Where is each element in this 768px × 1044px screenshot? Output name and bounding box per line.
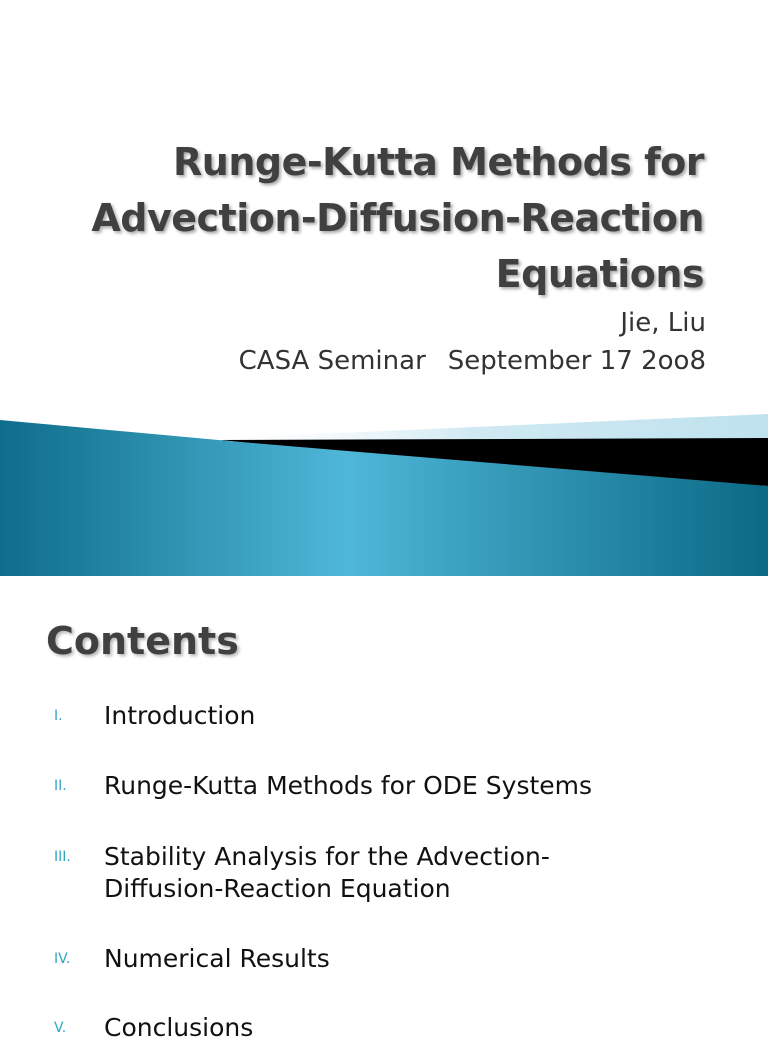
presentation-title	[91, 134, 704, 302]
title-line: Runge-Kutta Methods for	[173, 140, 704, 184]
toc-text: Introduction	[104, 701, 256, 730]
title-line: Advection-Diffusion-Reaction	[91, 196, 704, 240]
event-name: CASA Seminar	[238, 346, 426, 376]
wave-light-band	[180, 414, 768, 442]
presentation-subtitle	[239, 304, 706, 380]
author-name: Jie, Liu	[620, 308, 706, 338]
toc-number: III.	[54, 849, 71, 865]
toc-text: Numerical Results	[104, 944, 330, 973]
toc-number: II.	[54, 778, 67, 794]
title-line: Equations	[495, 252, 704, 296]
event-line	[239, 342, 706, 380]
event-date: September 17 2oo8	[447, 346, 706, 376]
toc-text: Conclusions	[104, 1013, 254, 1042]
decorative-wave-banner	[0, 414, 768, 576]
toc-text: Stability Analysis for the Advection-Diffusion-Reaction Equation	[104, 842, 550, 903]
toc-number: I.	[54, 708, 63, 724]
contents-heading: Contents	[46, 619, 239, 663]
toc-text: Runge-Kutta Methods for ODE Systems	[104, 771, 593, 800]
toc-number: IV.	[54, 951, 71, 967]
contents-slide	[0, 576, 768, 1042]
toc-number: V.	[54, 1020, 67, 1036]
